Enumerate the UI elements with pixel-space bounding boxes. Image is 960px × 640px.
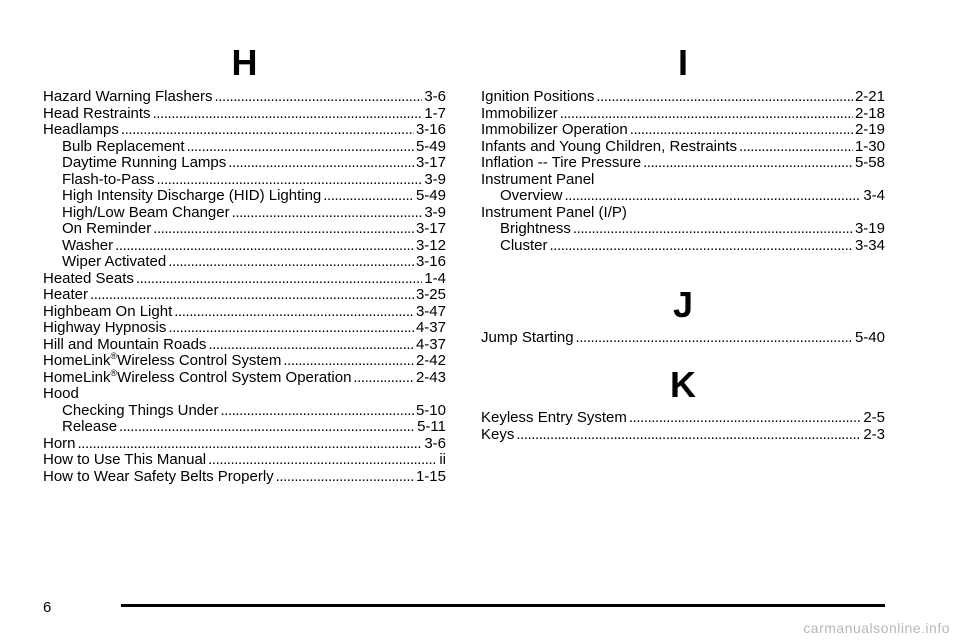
entry-label-text: Bulb Replacement	[62, 137, 185, 155]
leader-dots	[215, 89, 423, 106]
entry-page: 3-19	[854, 220, 885, 237]
entry-page: 2-19	[854, 121, 885, 138]
entry-page: 3-12	[415, 236, 446, 254]
entry-label-text: High/Low Beam Changer	[62, 203, 230, 221]
entry-label-text: Checking Things Under	[62, 401, 219, 419]
entry-page: 2-42	[415, 352, 446, 369]
footer-rule	[121, 604, 885, 607]
leader-dots	[115, 238, 414, 255]
entry-label-text: Hill and Mountain Roads	[43, 335, 207, 353]
entry-page: 3-4	[863, 187, 885, 204]
index-entry	[481, 122, 885, 139]
entry-label-text: Head Restraints	[43, 104, 151, 122]
index-entry	[43, 122, 446, 139]
leader-dots	[174, 304, 414, 321]
index-entry	[43, 452, 446, 469]
index-entry	[43, 188, 446, 205]
entry-label	[481, 106, 558, 123]
entry-label-text: Release	[62, 418, 118, 435]
entry-label-text: Hood	[43, 385, 79, 402]
index-entry	[43, 403, 446, 420]
section-letter-h: H	[231, 42, 258, 83]
entry-page: 3-16	[415, 253, 446, 270]
leader-dots	[220, 403, 413, 420]
index-entry	[43, 89, 446, 106]
entry-label-text: Wireless Control System	[117, 352, 282, 369]
entry-page: 5-49	[415, 187, 446, 204]
entry-page: 3-34	[854, 236, 885, 254]
leader-dots	[168, 320, 414, 337]
index-entry	[43, 205, 446, 222]
entry-label	[481, 427, 514, 444]
index-entry	[43, 287, 446, 304]
entry-label	[500, 221, 571, 238]
entry-label	[43, 287, 88, 304]
leader-dots	[596, 89, 853, 106]
leader-dots	[157, 172, 423, 189]
index-entry	[43, 337, 446, 354]
entry-label-text: Flash-to-Pass	[62, 170, 155, 188]
entry-label-text: Headlamps	[43, 121, 119, 138]
entry-label	[62, 188, 321, 205]
entry-label	[481, 139, 737, 156]
leader-dots	[208, 452, 437, 469]
entry-label	[62, 139, 185, 156]
entry-label-text: Immobilizer	[481, 104, 558, 122]
entry-label	[481, 410, 627, 427]
index-entry	[43, 155, 446, 172]
entry-label-text: Highway Hypnosis	[43, 319, 167, 336]
entry-label-text: Washer	[62, 236, 114, 254]
entry-label	[500, 188, 563, 205]
entry-page: 5-58	[854, 154, 885, 171]
entry-label-text: Immobilizer Operation	[481, 121, 628, 138]
entry-label	[62, 205, 230, 222]
index-list-h	[43, 89, 446, 485]
entry-label-text: Brightness	[500, 220, 571, 237]
leader-dots	[228, 155, 414, 172]
index-entry	[481, 238, 885, 255]
index-list-j	[481, 330, 885, 347]
leader-dots	[168, 254, 414, 271]
entry-label-text: HomeLink	[43, 368, 111, 386]
leader-dots	[78, 436, 423, 453]
entry-label	[62, 419, 117, 436]
index-entry	[481, 427, 885, 444]
leader-dots	[153, 221, 414, 238]
leader-dots	[353, 370, 414, 387]
entry-page: 5-10	[415, 401, 446, 419]
entry-label-text: HomeLink	[43, 352, 111, 369]
leader-dots	[323, 188, 414, 205]
entry-label	[481, 205, 627, 222]
entry-label-text: Heater	[43, 286, 89, 303]
entry-label	[43, 271, 134, 288]
index-entry	[43, 221, 446, 238]
entry-label-text: Ignition Positions	[481, 88, 595, 105]
index-entry	[43, 320, 446, 337]
index-entry	[481, 188, 885, 205]
index-entry	[481, 410, 885, 427]
leader-dots	[276, 469, 414, 486]
entry-label	[43, 452, 206, 469]
section-letter-i: I	[677, 42, 688, 83]
entry-label-text: Daytime Running Lamps	[62, 154, 227, 171]
entry-page: 2-3	[863, 425, 885, 443]
entry-label	[43, 320, 166, 337]
index-entry	[43, 304, 446, 321]
entry-label-text: Jump Starting	[481, 329, 574, 346]
leader-dots	[630, 122, 853, 139]
entry-label	[62, 254, 166, 271]
entry-page: ii	[439, 451, 446, 468]
entry-page: 3-16	[415, 121, 446, 138]
index-entry	[43, 139, 446, 156]
leader-dots	[187, 139, 414, 156]
index-entry	[43, 353, 446, 370]
leader-dots	[119, 419, 415, 436]
leader-dots	[232, 205, 423, 222]
index-entry	[43, 172, 446, 189]
entry-label-text: Keyless Entry System	[481, 409, 627, 426]
entry-page: 1-15	[415, 467, 446, 485]
entry-label	[62, 238, 113, 255]
entry-label	[43, 353, 281, 370]
entry-label	[62, 172, 155, 189]
entry-label-text: Wireless Control System Operation	[117, 368, 352, 386]
index-entry	[43, 367, 446, 387]
entry-label	[43, 367, 352, 387]
leader-dots	[565, 188, 862, 205]
index-entry	[481, 139, 885, 156]
leader-dots	[560, 106, 853, 123]
entry-label-text: Inflation -- Tire Pressure	[481, 154, 642, 171]
leader-dots	[136, 271, 422, 288]
entry-page: 1-30	[854, 137, 885, 155]
entry-label	[43, 89, 213, 106]
index-entry	[43, 469, 446, 486]
index-list-k	[481, 410, 885, 443]
leader-dots	[283, 353, 414, 370]
index-entry	[481, 89, 885, 106]
leader-dots	[121, 122, 414, 139]
index-entry	[43, 271, 446, 288]
leader-dots	[90, 287, 414, 304]
page-number: 6	[43, 599, 52, 616]
entry-label	[481, 89, 594, 106]
leader-dots	[629, 410, 861, 427]
entry-page: 1-7	[424, 104, 446, 122]
section-letter-j: J	[672, 284, 694, 325]
index-entry	[481, 221, 885, 238]
entry-page: 5-49	[415, 137, 446, 155]
index-entry	[43, 254, 446, 271]
leader-dots	[643, 155, 853, 172]
entry-label	[43, 386, 79, 403]
entry-label	[43, 106, 151, 123]
entry-label-text: Instrument Panel (I/P)	[481, 203, 627, 221]
leader-dots	[550, 238, 853, 255]
entry-label-text: High Intensity Discharge (HID) Lighting	[62, 187, 322, 204]
entry-label	[481, 122, 628, 139]
index-entry	[43, 238, 446, 255]
watermark: carmanualsonline.info	[803, 620, 950, 636]
entry-page: 3-47	[415, 302, 446, 320]
entry-label	[62, 155, 226, 172]
index-entry	[43, 436, 446, 453]
entry-label	[500, 238, 548, 255]
entry-label-text: Highbeam On Light	[43, 302, 173, 320]
entry-label	[62, 221, 151, 238]
entry-label	[481, 155, 641, 172]
entry-page: 4-37	[415, 335, 446, 353]
entry-label	[43, 304, 172, 321]
entry-page: 3-6	[424, 88, 446, 105]
leader-dots	[739, 139, 853, 156]
index-entry	[43, 106, 446, 123]
index-entry	[481, 106, 885, 123]
entry-label-text: Instrument Panel	[481, 170, 595, 188]
entry-page: 2-43	[415, 368, 446, 386]
entry-label	[481, 330, 574, 347]
entry-label-text: Infants and Young Children, Restraints	[481, 137, 738, 155]
entry-page: 2-21	[854, 88, 885, 105]
entry-label-text: How to Wear Safety Belts Properly	[43, 467, 274, 485]
entry-label-text: Heated Seats	[43, 269, 134, 287]
leader-dots	[153, 106, 423, 123]
index-entry	[43, 419, 446, 436]
leader-dots	[573, 221, 853, 238]
index-entry	[481, 205, 885, 222]
entry-label-text: Keys	[481, 425, 515, 443]
entry-page: 3-9	[424, 170, 446, 188]
entry-label	[43, 469, 274, 486]
entry-label	[43, 436, 76, 453]
entry-label-text: On Reminder	[62, 220, 152, 237]
entry-page: 5-11	[417, 418, 446, 435]
entry-page: 1-4	[424, 269, 446, 287]
entry-page: 3-6	[424, 434, 446, 452]
index-list-i	[481, 89, 885, 254]
registered-mark: ®	[110, 351, 118, 361]
entry-page: 5-40	[854, 329, 885, 346]
entry-label-text: Horn	[43, 434, 76, 452]
entry-page: 2-5	[863, 409, 885, 426]
entry-label-text: Overview	[500, 187, 563, 204]
entry-page: 3-9	[424, 203, 446, 221]
entry-page: 2-18	[854, 104, 885, 122]
leader-dots	[208, 337, 414, 354]
entry-label	[481, 172, 594, 189]
entry-page: 3-25	[415, 286, 446, 303]
leader-dots	[516, 427, 861, 444]
entry-label-text: Wiper Activated	[62, 253, 167, 270]
entry-label	[43, 122, 119, 139]
entry-page: 3-17	[415, 154, 446, 171]
entry-page: 4-37	[415, 319, 446, 336]
entry-label	[43, 337, 206, 354]
section-letter-k: K	[670, 364, 696, 405]
registered-mark: ®	[110, 367, 118, 378]
entry-label-text: Hazard Warning Flashers	[43, 88, 213, 105]
index-entry	[43, 386, 446, 403]
index-entry	[481, 330, 885, 347]
entry-label-text: How to Use This Manual	[43, 451, 207, 468]
entry-page: 3-17	[415, 220, 446, 237]
index-entry	[481, 172, 885, 189]
entry-label	[62, 403, 218, 420]
index-entry	[481, 155, 885, 172]
entry-label-text: Cluster	[500, 236, 548, 254]
leader-dots	[576, 330, 853, 347]
